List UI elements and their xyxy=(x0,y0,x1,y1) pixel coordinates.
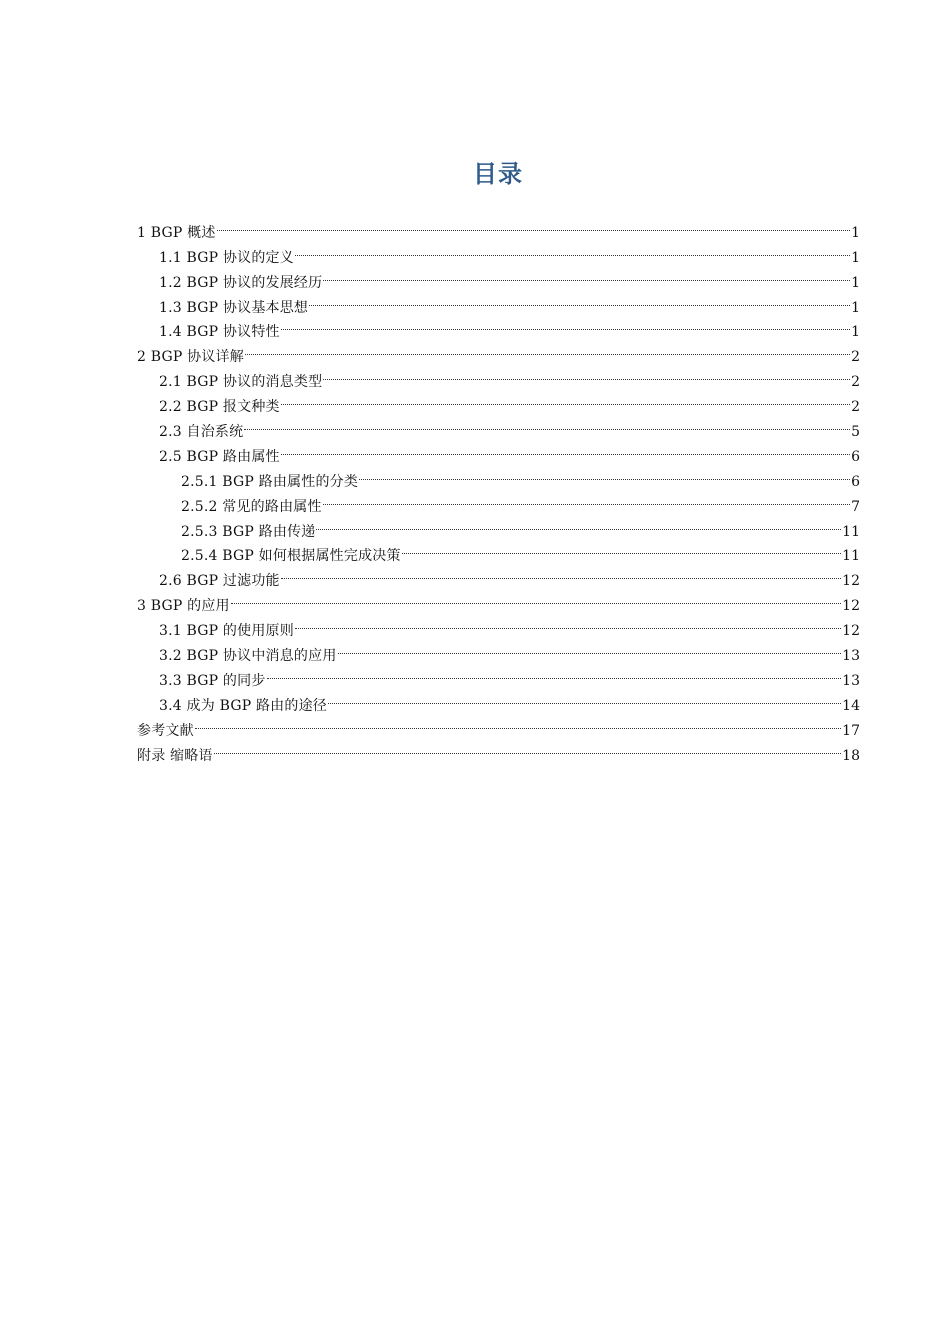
toc-leader xyxy=(281,560,841,585)
toc-entry-label: 2 BGP 协议详解 xyxy=(137,349,244,366)
toc-leader xyxy=(338,635,842,660)
toc-entry-page: 1 xyxy=(851,224,860,241)
toc-entry-label: 3 BGP 的应用 xyxy=(137,598,230,615)
toc-entry-page: 2 xyxy=(851,349,860,366)
toc-leader xyxy=(328,685,841,710)
toc-entry-label: 附录 缩略语 xyxy=(137,747,213,764)
toc-leader xyxy=(281,386,850,411)
toc-entry[interactable] xyxy=(137,436,860,465)
toc-entry-page: 1 xyxy=(851,324,860,341)
toc-entry-page: 18 xyxy=(842,747,860,764)
toc-entry-page: 11 xyxy=(842,548,860,565)
toc-leader xyxy=(267,660,842,685)
toc-entry-page: 7 xyxy=(851,498,860,515)
toc-entry-label: 3.2 BGP 协议中消息的应用 xyxy=(159,648,337,665)
toc-entry-label: 2.5 BGP 路由属性 xyxy=(159,448,280,465)
toc-entry-page: 11 xyxy=(842,523,860,540)
toc-entry-page: 17 xyxy=(842,722,860,739)
toc-entry[interactable] xyxy=(137,735,860,764)
toc-entry-label: 1.1 BGP 协议的定义 xyxy=(159,249,294,266)
toc-entry[interactable] xyxy=(137,237,860,266)
toc-leader xyxy=(323,262,850,287)
toc-entry-label: 1.4 BGP 协议特性 xyxy=(159,324,280,341)
toc-entry-label: 2.3 自治系统 xyxy=(159,424,244,441)
toc-leader xyxy=(231,585,841,610)
toc-entry-label: 2.6 BGP 过滤功能 xyxy=(159,573,280,590)
toc-entry-label: 3.1 BGP 的使用原则 xyxy=(159,623,294,640)
toc-entry[interactable] xyxy=(137,212,860,241)
toc-entry-page: 1 xyxy=(851,274,860,291)
toc-entry[interactable] xyxy=(137,361,860,391)
toc-leader xyxy=(295,610,841,635)
toc-entry-page: 6 xyxy=(851,473,860,490)
toc-entry-page: 12 xyxy=(842,573,860,590)
toc-entry-page: 2 xyxy=(851,374,860,391)
toc-entry-label: 2.5.4 BGP 如何根据属性完成决策 xyxy=(181,548,401,565)
toc-leader xyxy=(402,536,841,561)
toc-leader xyxy=(359,461,850,486)
toc-entry-label: 2.1 BGP 协议的消息类型 xyxy=(159,374,323,391)
toc-entry-page: 5 xyxy=(851,424,860,441)
toc-leader xyxy=(323,361,850,386)
toc-entry-label: 3.3 BGP 的同步 xyxy=(159,672,266,689)
toc-leader xyxy=(309,287,850,312)
toc-entry-page: 1 xyxy=(851,299,860,316)
toc-entry-label: 1.2 BGP 协议的发展经历 xyxy=(159,274,323,291)
toc-leader xyxy=(217,212,851,237)
toc-leader xyxy=(281,312,850,337)
toc-leader xyxy=(195,710,841,735)
toc-entry[interactable] xyxy=(137,710,860,739)
toc-entry-page: 1 xyxy=(851,249,860,266)
toc-leader xyxy=(214,735,842,760)
table-of-contents xyxy=(137,212,860,764)
toc-entry[interactable] xyxy=(137,411,860,441)
toc-entry-page: 2 xyxy=(851,399,860,416)
toc-entry-page: 12 xyxy=(842,623,860,640)
toc-entry-page: 13 xyxy=(842,648,860,665)
toc-leader xyxy=(295,237,850,262)
toc-leader xyxy=(245,336,850,361)
toc-entry-label: 2.5.2 常见的路由属性 xyxy=(181,498,322,515)
toc-entry-label: 1.3 BGP 协议基本思想 xyxy=(159,299,309,316)
toc-entry-label: 2.5.3 BGP 路由传递 xyxy=(181,523,316,540)
toc-entry-page: 14 xyxy=(842,697,860,714)
toc-title: 目录 xyxy=(473,160,523,188)
toc-leader xyxy=(244,411,850,436)
toc-leader xyxy=(323,486,850,511)
toc-entry[interactable] xyxy=(137,585,860,615)
toc-entry-label: 3.4 成为 BGP 路由的途径 xyxy=(159,697,327,714)
toc-entry-page: 13 xyxy=(842,672,860,689)
toc-entry-page: 6 xyxy=(851,448,860,465)
toc-entry-label: 2.5.1 BGP 路由属性的分类 xyxy=(181,473,359,490)
toc-entry-label: 2.2 BGP 报文种类 xyxy=(159,399,280,416)
toc-entry-label: 参考文献 xyxy=(137,722,194,739)
toc-leader xyxy=(281,436,850,461)
toc-entry-page: 12 xyxy=(842,598,860,615)
toc-entry-label: 1 BGP 概述 xyxy=(137,224,216,241)
toc-entry[interactable] xyxy=(137,336,860,366)
toc-leader xyxy=(316,511,841,536)
toc-entry[interactable] xyxy=(137,610,860,640)
